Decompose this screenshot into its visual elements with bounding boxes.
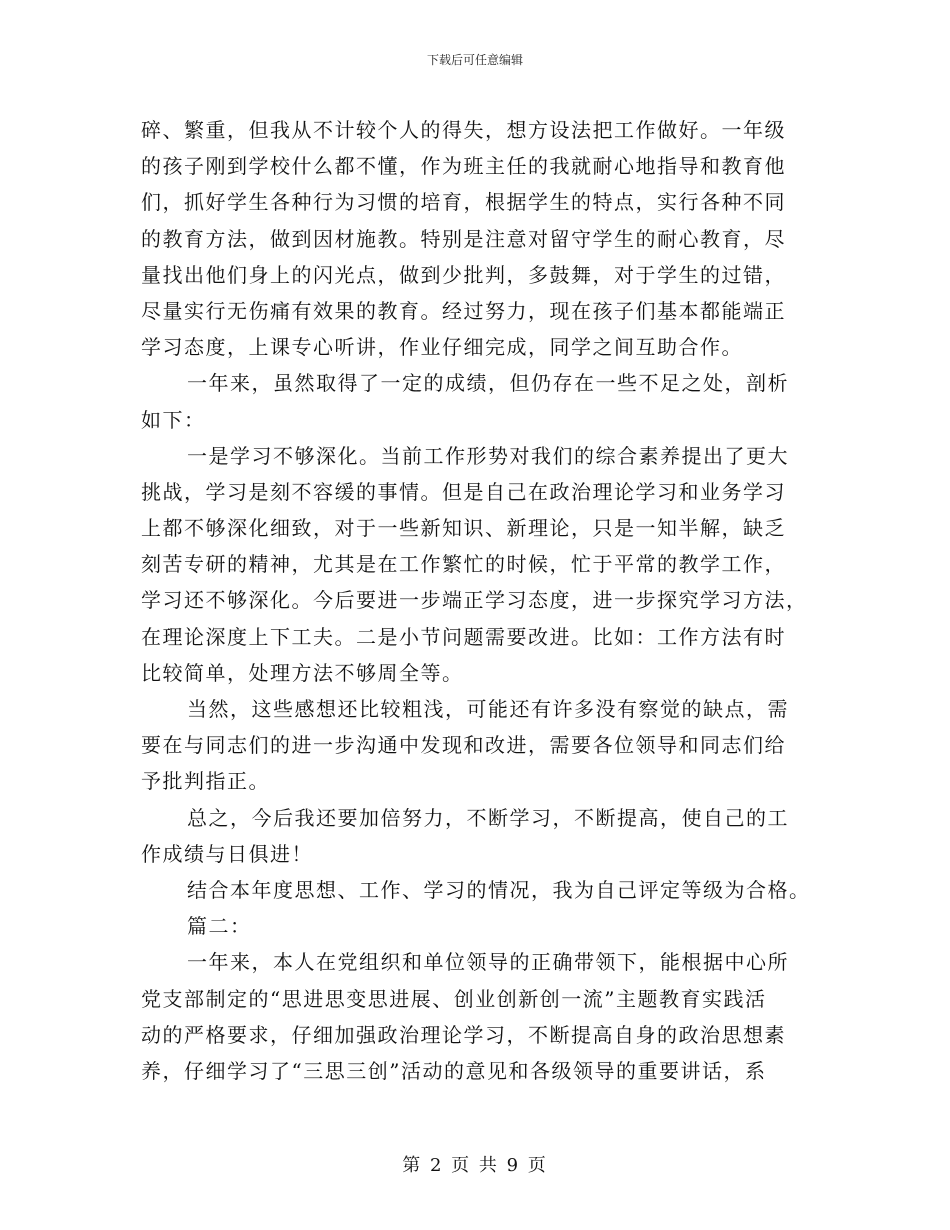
body-line: 的孩子刚到学校什么都不懂，作为班主任的我就耐心地指导和教育他 [141, 154, 786, 179]
body-line: 予批判指正。 [141, 769, 270, 794]
body-line: 比较简单，处理方法不够周全等。 [141, 660, 464, 685]
body-line: 党支部制定的“思进思变思进展、创业创新创一流”主题教育实践活 [141, 986, 767, 1011]
paragraph-start-line: 一年来，本人在党组织和单位领导的正确带领下，能根据中心所 [187, 950, 789, 975]
page-header-note: 下载后可任意编辑 [426, 53, 523, 67]
body-line: 挑战，学习是刻不容缓的事情。但是自己在政治理论学习和业务学习 [141, 479, 786, 504]
body-line: 作成绩与日俱进！ [141, 841, 313, 866]
body-line: 尽量实行无伤痛有效果的教育。经过努力，现在孩子们基本都能端正 [141, 298, 786, 323]
section-heading: 篇二： [187, 914, 252, 939]
body-line: 们，抓好学生各种行为习惯的培育，根据学生的特点，实行各种不同 [141, 190, 786, 215]
page-number-footer: 第 2 页 共 9 页 [402, 1155, 548, 1176]
body-line: 如下： [141, 407, 206, 432]
body-line: 养，仔细学习了“三思三创”活动的意见和各级领导的重要讲话，系 [141, 1058, 767, 1083]
body-line: 上都不够深化细致，对于一些新知识、新理论，只是一知半解，缺乏 [141, 516, 786, 541]
paragraph-start-line: 当然，这些感想还比较粗浅，可能还有许多没有察觉的缺点，需 [187, 697, 789, 721]
body-line: 碎、繁重，但我从不计较个人的得失，想方设法把工作做好。一年级 [141, 118, 786, 142]
body-line: 要在与同志们的进一步沟通中发现和改进，需要各位领导和同志们给 [141, 733, 786, 758]
body-line: 在理论深度上下工夫。二是小节问题需要改进。比如：工作方法有时 [141, 624, 786, 649]
paragraph-start-line: 一年来，虽然取得了一定的成绩，但仍存在一些不足之处，剖析 [187, 371, 789, 396]
body-line: 学习态度，上课专心听讲，作业仔细完成，同学之间互助合作。 [141, 335, 743, 360]
body-line: 动的严格要求，仔细加强政治理论学习，不断提高自身的政治思想素 [141, 1022, 786, 1047]
body-line: 刻苦专研的精神，尤其是在工作繁忙的时候，忙于平常的教学工作， [141, 552, 786, 577]
document-body [141, 112, 809, 1089]
body-line: 学习还不够深化。今后要进一步端正学习态度，进一步探究学习方法， [141, 588, 808, 613]
paragraph-start-line: 一是学习不够深化。当前工作形势对我们的综合素养提出了更大 [187, 443, 789, 468]
body-line: 的教育方法，做到因材施教。特别是注意对留守学生的耐心教育，尽 [141, 226, 786, 251]
paragraph-start-line: 总之，今后我还要加倍努力，不断学习，不断提高，使自己的工 [187, 805, 789, 830]
body-line: 量找出他们身上的闪光点，做到少批判，多鼓舞，对于学生的过错， [141, 262, 786, 287]
paragraph-start-line: 结合本年度思想、工作、学习的情况，我为自己评定等级为合格。 [187, 877, 811, 902]
